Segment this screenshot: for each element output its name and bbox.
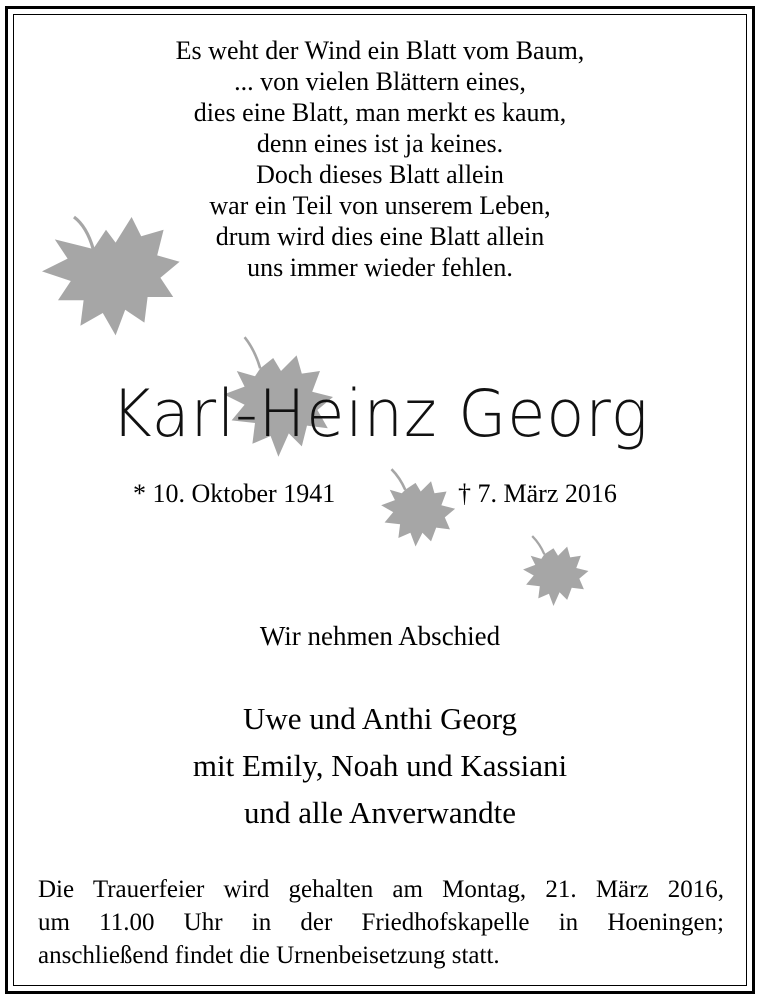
farewell-heading: Wir nehmen Abschied [259,621,501,651]
poem [8,35,752,283]
poem-line: denn eines ist ja keines. [256,129,504,158]
poem-line: uns immer wieder fehlen. [247,253,513,282]
poem-line: drum wird dies eine Blatt allein [215,222,545,251]
maple-leaf-icon [376,464,462,550]
service-line: Die Trauerfeier wird gehalten am Montag, 21. März 2016, [38,876,724,903]
poem-line: war ein Teil von unserem Leben, [209,191,551,220]
mourner-line: und alle Anverwandte [243,795,517,830]
deceased-name: Karl-Heinz Georg [111,375,649,452]
obituary-card [5,6,755,994]
maple-leaf-icon [515,533,595,609]
death-date: † 7. März 2016 [458,479,617,508]
mourner-line: mit Emily, Noah und Kassiani [192,748,568,783]
birth-date: * 10. Oktober 1941 [133,479,336,508]
poem-line: Doch dieses Blatt allein [256,160,504,189]
mourner-line: Uwe und Anthi Georg [242,701,518,736]
poem-line: ... von vielen Blättern eines, [234,67,526,96]
service-line: anschließend findet die Urnenbeisetzung statt. [38,942,500,969]
mourners [8,695,752,836]
poem-line: dies eine Blatt, man merkt es kaum, [193,98,567,127]
service-line: um 11.00 Uhr in der Friedhofskapelle in Hoeningen; [38,909,724,936]
service-info [38,873,724,972]
poem-line: Es weht der Wind ein Blatt vom Baum, [175,36,585,65]
